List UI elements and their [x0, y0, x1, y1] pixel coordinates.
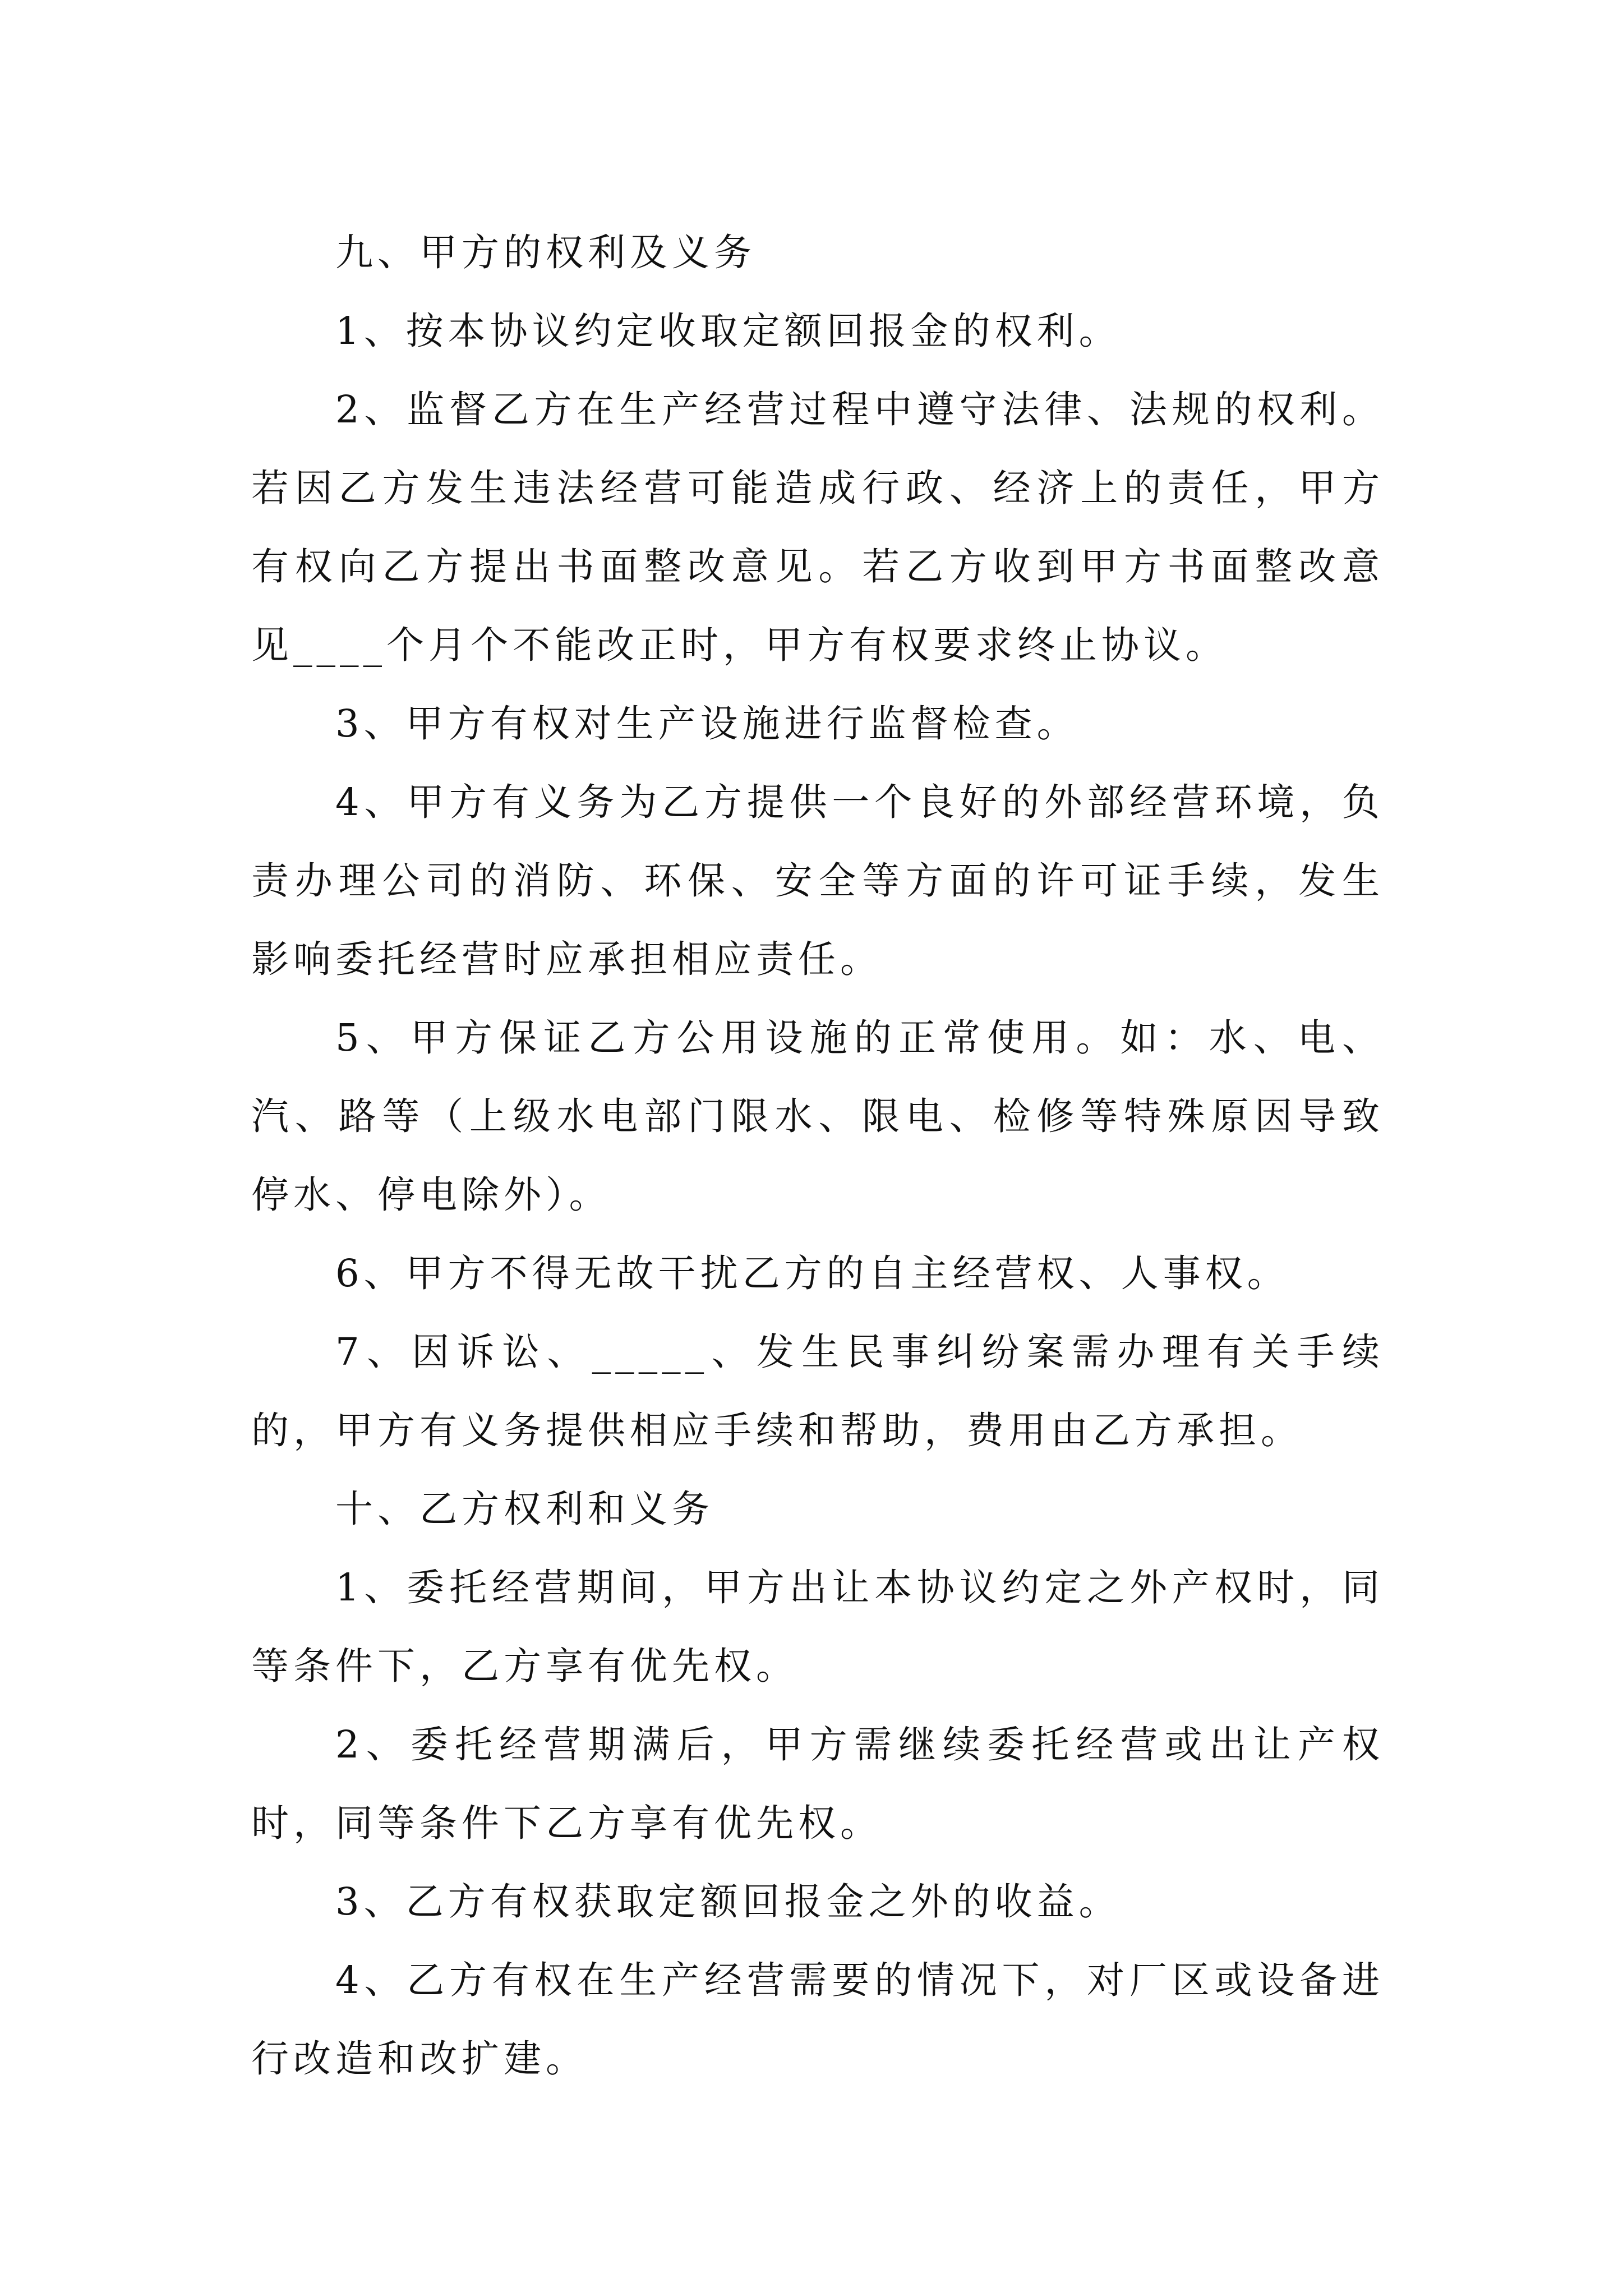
- clause-9-2: 2、监督乙方在生产经营过程中遵守法律、法规的权利。若因乙方发生违法经营可能造成行政、经济上的责任，甲方有权向乙方提出书面整改意见。若乙方收到甲方书面整改意见____个月个不能改正时，甲方有权要求终止协议。: [251, 388, 1384, 667]
- section-heading-9: 九、甲方的权利及义务: [335, 231, 756, 274]
- clause-9-5: 5、甲方保证乙方公用设施的正常使用。如：水、电、汽、路等（上级水电部门限水、限电、检修等特殊原因导致停水、停电除外）。: [251, 1016, 1384, 1217]
- clause-10-4: 4、乙方有权在生产经营需要的情况下，对厂区或设备进行改造和改扩建。: [251, 1958, 1384, 2081]
- clause-9-7: 7、因诉讼、_____、发生民事纠纷案需办理有关手续的，甲方有义务提供相应手续和帮助，费用由乙方承担。: [251, 1330, 1384, 1452]
- clause-9-3: 3、甲方有权对生产设施进行监督检查。: [335, 702, 1079, 746]
- clause-10-1: 1、委托经营期间，甲方出让本协议约定之外产权时，同等条件下，乙方享有优先权。: [251, 1566, 1384, 1688]
- clause-9-1: 1、按本协议约定收取定额回报金的权利。: [335, 309, 1121, 353]
- clause-10-3: 3、乙方有权获取定额回报金之外的收益。: [335, 1880, 1121, 1924]
- document-body: [251, 213, 1384, 2098]
- clause-10-2: 2、委托经营期满后，甲方需继续委托经营或出让产权时，同等条件下乙方享有优先权。: [251, 1723, 1384, 1845]
- clause-9-6: 6、甲方不得无故干扰乙方的自主经营权、人事权。: [335, 1251, 1289, 1295]
- clause-9-4: 4、甲方有义务为乙方提供一个良好的外部经营环境，负责办理公司的消防、环保、安全等方面的许可证手续，发生影响委托经营时应承担相应责任。: [251, 780, 1384, 981]
- section-heading-10: 十、乙方权利和义务: [335, 1487, 714, 1531]
